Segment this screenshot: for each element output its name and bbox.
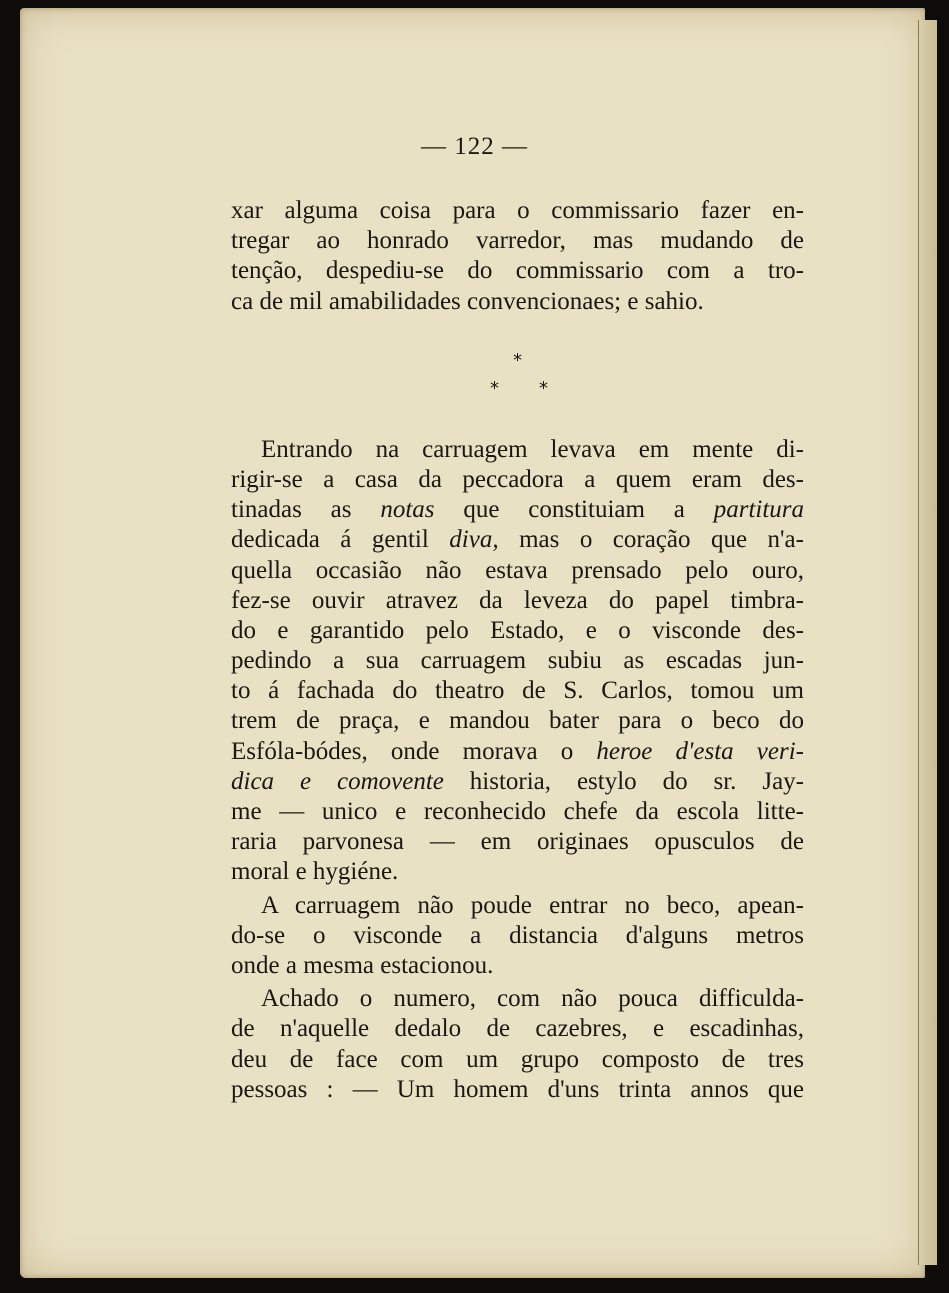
asterisk: * [539, 378, 548, 399]
text-line: pessoas : — Um homem d'uns trinta annos que [231, 1075, 804, 1103]
text-line: ca de mil amabilidades convencionaes; e sahio. [231, 287, 704, 315]
text-line: xar alguma coisa para o commissario fazer en- [231, 197, 804, 224]
text-line: rigir-se a casa da peccadora a quem eram des- [231, 465, 804, 493]
text-line: tinadas as notas que constituiam a partitura [231, 496, 805, 524]
asterisk: * [490, 378, 499, 399]
text-line: me — unico e reconhecido chefe da escola litte- [231, 798, 804, 825]
page-number: — 122 — [421, 133, 528, 160]
text-line: Esfóla-bódes, onde morava o heroe d'esta veri- [231, 737, 804, 765]
text-line: moral e hygiéne. [231, 858, 399, 886]
text-line: tregar ao honrado varredor, mas mudando de [231, 227, 804, 255]
text-line: Achado o numero, com não pouca difficulda- [261, 985, 804, 1013]
paragraph-2 [231, 435, 804, 888]
text-line: onde a mesma estacionou. [231, 951, 494, 979]
paragraph-1 [231, 196, 804, 317]
text-line: tenção, despediu-se do commissario com a tro- [231, 257, 804, 285]
paragraph-4 [231, 984, 804, 1105]
text-line: A carruagem não poude entrar no beco, apean- [261, 891, 804, 919]
text-line: raria parvonesa — em originaes opusculos de [231, 828, 804, 856]
asterisk: * [513, 350, 522, 371]
next-page-edge [918, 20, 937, 1265]
text-line: dica e comovente historia, estylo do sr. Jay- [231, 767, 805, 795]
text-line: do e garantido pelo Estado, e o visconde des- [231, 616, 804, 644]
text-line: Entrando na carruagem levava em mente di- [261, 435, 804, 463]
text-line: to á fachada do theatro de S. Carlos, tomou um [231, 677, 804, 705]
text-line: fez-se ouvir atravez da leveza do papel timbra- [231, 586, 804, 614]
text-line: quella occasião não estava prensado pelo ouro, [231, 556, 804, 584]
text-line: deu de face com um grupo composto de tres [231, 1045, 804, 1073]
text-line: do-se o visconde a distancia d'alguns metros [231, 921, 804, 949]
text-line: dedicada á gentil diva, mas o coração que n'a- [231, 526, 804, 554]
body-text [231, 196, 804, 1105]
text-line: de n'aquelle dedalo de cazebres, e escadinhas, [231, 1015, 804, 1043]
paragraph-3 [231, 891, 804, 982]
text-line: trem de praça, e mandou bater para o beco do [231, 707, 804, 735]
text-line: pedindo a sua carruagem subiu as escadas jun- [231, 647, 804, 675]
